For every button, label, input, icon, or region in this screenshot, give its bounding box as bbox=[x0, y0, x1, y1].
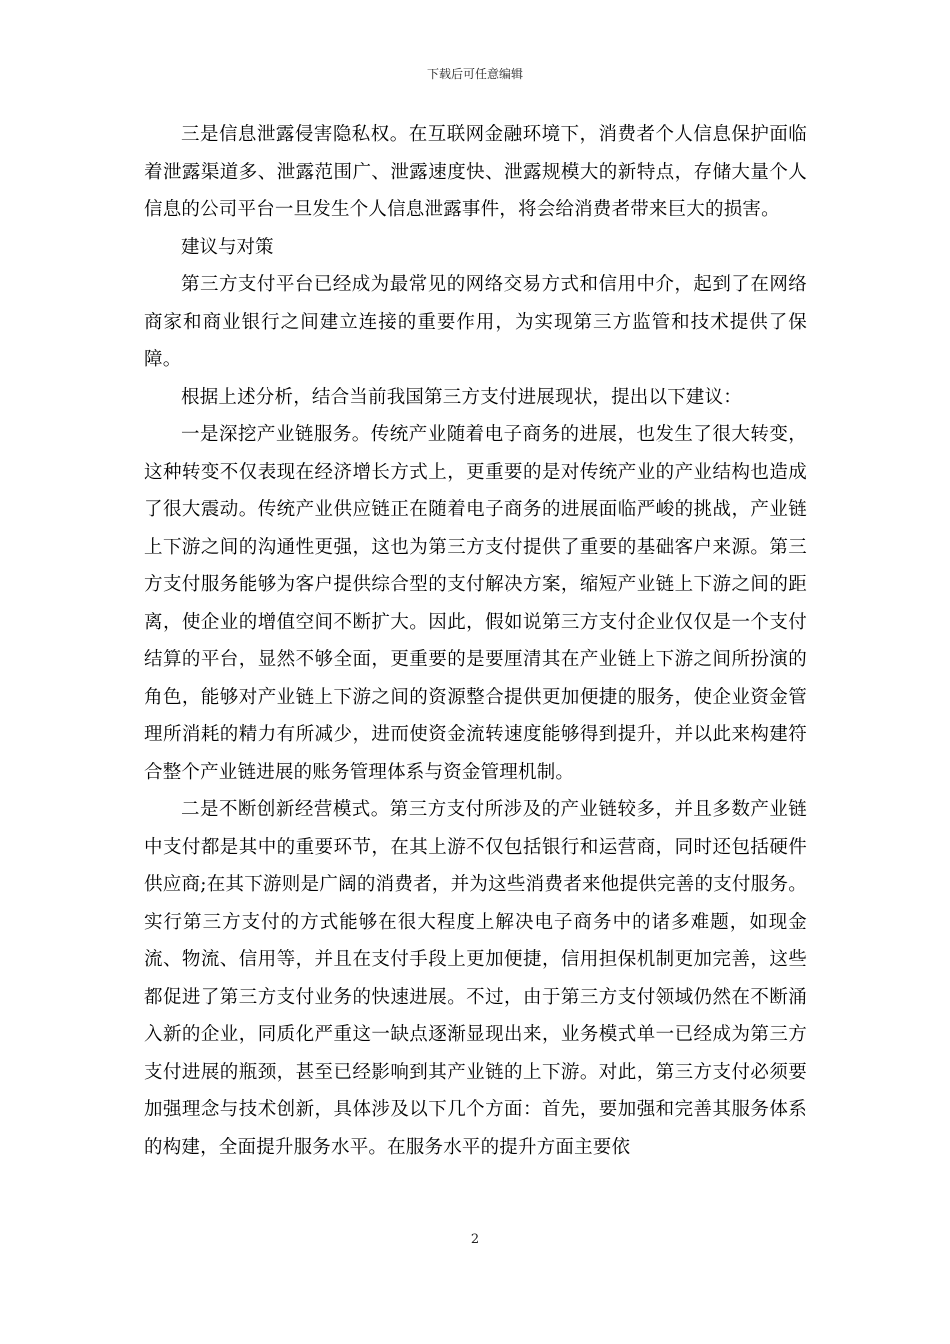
section-heading: 建议与对策 bbox=[181, 236, 274, 258]
page-number: 2 bbox=[470, 1232, 480, 1247]
document-body bbox=[144, 116, 807, 1166]
paragraph-business-model: 二是不断创新经营模式。第三方支付所涉及的产业链较多，并且多数产业链中支付都是其中的重要环节，在其上游不仅包括银行和运营商，同时还包括硬件供应商;在其下游则是广阔的消费者，并为这些消费者来他提供完善的支付服务。实行第三方支付的方式能够在很大程度上解决电子商务中的诸多难题，如现金流、物流、信用等，并且在支付手段上更加便捷，信用担保机制更加完善，这些都促进了第三方支付业务的快速进展。不过，由于第三方支付领域仍然在不断涌入新的企业，同质化严重这一缺点逐渐显现出来，业务模式单一已经成为第三方支付进展的瓶颈，甚至已经影响到其产业链的上下游。对此，第三方支付必须要加强理念与技术创新，具体涉及以下几个方面：首先，要加强和完善其服务体系的构建，全面提升服务水平。在服务水平的提升方面主要依 bbox=[144, 799, 807, 1158]
page-header: 下载后可任意编辑 bbox=[426, 67, 523, 81]
paragraph-industry-chain: 一是深挖产业链服务。传统产业随着电子商务的进展，也发生了很大转变，这种转变不仅表现在经济增长方式上，更重要的是对传统产业的产业结构也造成了很大震动。传统产业供应链正在随着电子商务的进展面临严峻的挑战，产业链上下游之间的沟通性更强，这也为第三方支付提供了重要的基础客户来源。第三方支付服务能够为客户提供综合型的支付解决方案，缩短产业链上下游之间的距离，使企业的增值空间不断扩大。因此，假如说第三方支付企业仅仅是一个支付结算的平台，显然不够全面，更重要的是要厘清其在产业链上下游之间所扮演的角色，能够对产业链上下游之间的资源整合提供更加便捷的服务，使企业资金管理所消耗的精力有所减少，进而使资金流转速度能够得到提升，并以此来构建符合整个产业链进展的账务管理体系与资金管理机制。 bbox=[144, 424, 807, 783]
paragraph-privacy-risk: 三是信息泄露侵害隐私权。在互联网金融环境下，消费者个人信息保护面临着泄露渠道多、泄露范围广、泄露速度快、泄露规模大的新特点，存储大量个人信息的公司平台一旦发生个人信息泄露事件，将会给消费者带来巨大的损害。 bbox=[144, 124, 807, 220]
paragraph-suggestions-intro: 根据上述分析，结合当前我国第三方支付进展现状，提出以下建议： bbox=[181, 386, 743, 408]
paragraph-third-party-platform: 第三方支付平台已经成为最常见的网络交易方式和信用中介，起到了在网络商家和商业银行之间建立连接的重要作用，为实现第三方监管和技术提供了保障。 bbox=[144, 274, 807, 370]
